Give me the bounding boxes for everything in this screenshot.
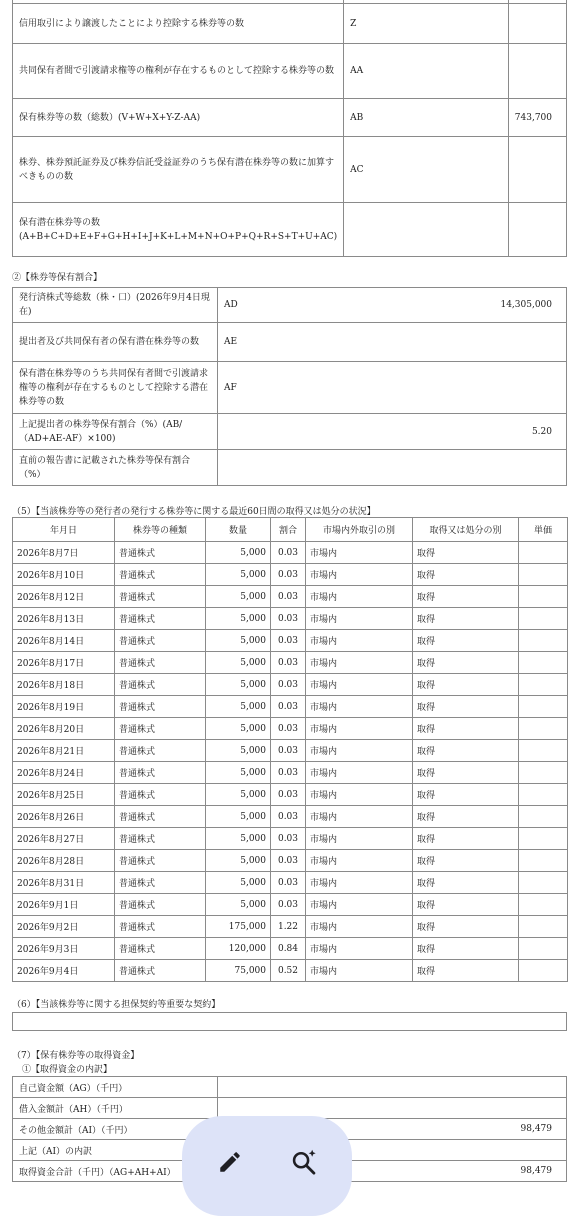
ratio-table	[12, 287, 567, 486]
type-cell: 普通株式	[115, 674, 206, 696]
price-cell	[519, 652, 568, 674]
quantity-cell: 5,000	[206, 784, 271, 806]
ratio-cell: 0.03	[271, 542, 306, 564]
column-header: 数量	[206, 518, 271, 542]
row-label: 共同保有者間で引渡請求権等の権利が存在するものとして控除する株券等の数	[13, 44, 344, 99]
market-cell: 市場内	[306, 564, 413, 586]
market-cell: 市場内	[306, 740, 413, 762]
quantity-cell: 5,000	[206, 740, 271, 762]
date-cell: 2026年9月4日	[13, 960, 115, 982]
table-row	[13, 696, 568, 718]
type-cell: 普通株式	[115, 608, 206, 630]
row-value	[218, 1077, 567, 1098]
row-code	[344, 203, 509, 257]
table-row	[13, 894, 568, 916]
column-header: 年月日	[13, 518, 115, 542]
price-cell	[519, 608, 568, 630]
row-code	[218, 450, 291, 486]
funds-subheading: ①【取得資金の内訳】	[22, 1065, 113, 1075]
quantity-cell: 5,000	[206, 630, 271, 652]
acquisition-cell: 取得	[413, 850, 519, 872]
type-cell: 普通株式	[115, 630, 206, 652]
type-cell: 普通株式	[115, 872, 206, 894]
type-cell: 普通株式	[115, 586, 206, 608]
ratio-cell: 0.03	[271, 564, 306, 586]
type-cell: 普通株式	[115, 740, 206, 762]
row-label: 保有潜在株券等の数(A+B+C+D+E+F+G+H+I+J+K+L+M+N+O+P+Q+R+S+T+U+AC)	[13, 203, 344, 257]
column-header: 株券等の種類	[115, 518, 206, 542]
type-cell: 普通株式	[115, 652, 206, 674]
quantity-cell: 5,000	[206, 652, 271, 674]
price-cell	[519, 784, 568, 806]
market-cell: 市場内	[306, 696, 413, 718]
ratio-cell: 0.03	[271, 652, 306, 674]
ratio-cell: 0.03	[271, 828, 306, 850]
quantity-cell: 5,000	[206, 564, 271, 586]
acquisition-cell: 取得	[413, 916, 519, 938]
quantity-cell: 5,000	[206, 674, 271, 696]
market-cell: 市場内	[306, 652, 413, 674]
date-cell: 2026年8月28日	[13, 850, 115, 872]
price-cell	[519, 938, 568, 960]
table-row	[13, 608, 568, 630]
quantity-cell: 5,000	[206, 608, 271, 630]
holdings-table	[12, 0, 567, 257]
market-cell: 市場内	[306, 762, 413, 784]
row-code: AB	[344, 99, 509, 137]
acquisition-cell: 取得	[413, 630, 519, 652]
row-label: 提出者及び共同保有者の保有潜在株券等の数	[13, 323, 218, 362]
acquisition-cell: 取得	[413, 828, 519, 850]
price-cell	[519, 828, 568, 850]
type-cell: 普通株式	[115, 850, 206, 872]
row-value	[508, 44, 566, 99]
collateral-heading: （6）【当該株券等に関する担保契約等重要な契約】	[12, 1000, 221, 1010]
floating-action-bar	[182, 1116, 352, 1216]
row-label: 自己資金額（AG）（千円）	[13, 1077, 218, 1098]
type-cell: 普通株式	[115, 696, 206, 718]
quantity-cell: 175,000	[206, 916, 271, 938]
date-cell: 2026年8月31日	[13, 872, 115, 894]
date-cell: 2026年8月24日	[13, 762, 115, 784]
price-cell	[519, 916, 568, 938]
quantity-cell: 5,000	[206, 696, 271, 718]
row-code: AE	[218, 323, 291, 362]
market-cell: 市場内	[306, 828, 413, 850]
date-cell: 2026年8月13日	[13, 608, 115, 630]
price-cell	[519, 960, 568, 982]
acquisition-cell: 取得	[413, 894, 519, 916]
ratio-cell: 0.03	[271, 850, 306, 872]
price-cell	[519, 586, 568, 608]
quantity-cell: 5,000	[206, 586, 271, 608]
type-cell: 普通株式	[115, 828, 206, 850]
collateral-box	[12, 1012, 567, 1031]
type-cell: 普通株式	[115, 718, 206, 740]
ratio-cell: 0.84	[271, 938, 306, 960]
acquisition-cell: 取得	[413, 762, 519, 784]
acquisition-cell: 取得	[413, 542, 519, 564]
column-header: 単価	[519, 518, 568, 542]
date-cell: 2026年8月12日	[13, 586, 115, 608]
ratio-cell: 0.03	[271, 806, 306, 828]
row-value	[508, 4, 566, 44]
type-cell: 普通株式	[115, 564, 206, 586]
date-cell: 2026年8月10日	[13, 564, 115, 586]
market-cell: 市場内	[306, 938, 413, 960]
type-cell: 普通株式	[115, 938, 206, 960]
row-value	[290, 362, 567, 414]
price-cell	[519, 806, 568, 828]
table-row	[13, 938, 568, 960]
row-value: 14,305,000	[290, 288, 567, 323]
quantity-cell: 75,000	[206, 960, 271, 982]
date-cell: 2026年8月17日	[13, 652, 115, 674]
date-cell: 2026年8月21日	[13, 740, 115, 762]
acquisition-cell: 取得	[413, 652, 519, 674]
market-cell: 市場内	[306, 960, 413, 982]
row-code: AF	[218, 362, 291, 414]
row-value: 5.20	[290, 414, 567, 450]
acquisition-cell: 取得	[413, 696, 519, 718]
ratio-cell: 0.03	[271, 608, 306, 630]
date-cell: 2026年8月7日	[13, 542, 115, 564]
search-button[interactable]	[284, 1142, 324, 1182]
price-cell	[519, 894, 568, 916]
row-code: AA	[344, 44, 509, 99]
quantity-cell: 5,000	[206, 542, 271, 564]
acquisition-cell: 取得	[413, 564, 519, 586]
table-row	[13, 916, 568, 938]
trades-body	[13, 542, 568, 982]
quantity-cell: 5,000	[206, 762, 271, 784]
table-row	[13, 718, 568, 740]
date-cell: 2026年8月27日	[13, 828, 115, 850]
type-cell: 普通株式	[115, 916, 206, 938]
row-value	[290, 450, 567, 486]
market-cell: 市場内	[306, 542, 413, 564]
type-cell: 普通株式	[115, 960, 206, 982]
acquisition-cell: 取得	[413, 674, 519, 696]
market-cell: 市場内	[306, 586, 413, 608]
edit-button[interactable]	[210, 1142, 250, 1182]
type-cell: 普通株式	[115, 762, 206, 784]
trades-table	[12, 517, 568, 982]
table-row	[13, 630, 568, 652]
date-cell: 2026年9月1日	[13, 894, 115, 916]
table-row	[13, 564, 568, 586]
ratio-heading: ②【株券等保有割合】	[12, 273, 103, 283]
row-code	[218, 414, 291, 450]
price-cell	[519, 850, 568, 872]
table-row	[13, 652, 568, 674]
table-row	[13, 872, 568, 894]
price-cell	[519, 564, 568, 586]
row-value: 98,479	[218, 1119, 567, 1140]
ratio-cell: 0.03	[271, 630, 306, 652]
sparkle-search-icon	[290, 1148, 318, 1176]
type-cell: 普通株式	[115, 894, 206, 916]
quantity-cell: 5,000	[206, 872, 271, 894]
row-label: 上記提出者の株券等保有割合（%）(AB/（AD+AE-AF）×100)	[13, 414, 218, 450]
price-cell	[519, 542, 568, 564]
date-cell: 2026年8月14日	[13, 630, 115, 652]
table-row	[13, 762, 568, 784]
table-row	[13, 740, 568, 762]
row-value	[508, 203, 566, 257]
price-cell	[519, 630, 568, 652]
acquisition-cell: 取得	[413, 740, 519, 762]
quantity-cell: 120,000	[206, 938, 271, 960]
table-row	[13, 806, 568, 828]
table-row	[13, 784, 568, 806]
market-cell: 市場内	[306, 872, 413, 894]
quantity-cell: 5,000	[206, 894, 271, 916]
ratio-cell: 0.03	[271, 784, 306, 806]
row-label: 発行済株式等総数（株・口）(2026年9月4日現在)	[13, 288, 218, 323]
acquisition-cell: 取得	[413, 608, 519, 630]
row-label: 上記（AI）の内訳	[13, 1140, 218, 1161]
acquisition-cell: 取得	[413, 718, 519, 740]
row-label: 信用取引により譲渡したことにより控除する株券等の数	[13, 4, 344, 44]
quantity-cell: 5,000	[206, 718, 271, 740]
market-cell: 市場内	[306, 608, 413, 630]
table-row	[13, 960, 568, 982]
price-cell	[519, 872, 568, 894]
type-cell: 普通株式	[115, 542, 206, 564]
acquisition-cell: 取得	[413, 872, 519, 894]
row-label: 保有株券等の数（総数）(V+W+X+Y-Z-AA)	[13, 99, 344, 137]
ratio-cell: 0.03	[271, 894, 306, 916]
row-label: 直前の報告書に記載された株券等保有割合（%）	[13, 450, 218, 486]
ratio-cell: 0.03	[271, 696, 306, 718]
acquisition-cell: 取得	[413, 960, 519, 982]
acquisition-cell: 取得	[413, 586, 519, 608]
column-header: 割合	[271, 518, 306, 542]
row-code: AD	[218, 288, 291, 323]
ratio-cell: 0.03	[271, 872, 306, 894]
row-label: 取得資金合計（千円）（AG+AH+AI）	[13, 1161, 218, 1182]
market-cell: 市場内	[306, 718, 413, 740]
ratio-cell: 0.03	[271, 762, 306, 784]
market-cell: 市場内	[306, 894, 413, 916]
table-row	[13, 850, 568, 872]
ratio-cell: 0.52	[271, 960, 306, 982]
price-cell	[519, 762, 568, 784]
pencil-icon	[217, 1149, 243, 1175]
row-label: 保有潜在株券等のうち共同保有者間で引渡請求権等の権利が存在するものとして控除する潜在株券等の数	[13, 362, 218, 414]
row-value: 98,479	[218, 1161, 567, 1182]
date-cell: 2026年9月3日	[13, 938, 115, 960]
row-value	[508, 137, 566, 203]
row-value	[290, 323, 567, 362]
market-cell: 市場内	[306, 916, 413, 938]
ratio-cell: 0.03	[271, 740, 306, 762]
price-cell	[519, 674, 568, 696]
market-cell: 市場内	[306, 784, 413, 806]
table-row	[13, 828, 568, 850]
date-cell: 2026年8月19日	[13, 696, 115, 718]
table-row	[13, 674, 568, 696]
type-cell: 普通株式	[115, 806, 206, 828]
market-cell: 市場内	[306, 806, 413, 828]
row-code: AC	[344, 137, 509, 203]
price-cell	[519, 696, 568, 718]
trades-heading: （5）【当該株券等の発行者の発行する株券等に関する最近60日間の取得又は処分の状況】	[12, 507, 376, 517]
acquisition-cell: 取得	[413, 784, 519, 806]
row-code: Z	[344, 4, 509, 44]
date-cell: 2026年8月18日	[13, 674, 115, 696]
acquisition-cell: 取得	[413, 938, 519, 960]
type-cell: 普通株式	[115, 784, 206, 806]
market-cell: 市場内	[306, 630, 413, 652]
market-cell: 市場内	[306, 850, 413, 872]
row-label: 株券、株券預託証券及び株券信託受益証券のうち保有潜在株券等の数に加算すべきものの数	[13, 137, 344, 203]
row-value: 743,700	[508, 99, 566, 137]
acquisition-cell: 取得	[413, 806, 519, 828]
quantity-cell: 5,000	[206, 806, 271, 828]
date-cell: 2026年9月2日	[13, 916, 115, 938]
price-cell	[519, 740, 568, 762]
price-cell	[519, 718, 568, 740]
column-header: 取得又は処分の別	[413, 518, 519, 542]
row-label: 借入金額計（AH）（千円）	[13, 1098, 218, 1119]
market-cell: 市場内	[306, 674, 413, 696]
table-row	[13, 542, 568, 564]
table-row	[13, 586, 568, 608]
ratio-cell: 1.22	[271, 916, 306, 938]
ratio-cell: 0.03	[271, 718, 306, 740]
funds-heading: （7）【保有株券等の取得資金】	[12, 1051, 140, 1061]
ratio-cell: 0.03	[271, 674, 306, 696]
date-cell: 2026年8月25日	[13, 784, 115, 806]
quantity-cell: 5,000	[206, 850, 271, 872]
column-header: 市場内外取引の別	[306, 518, 413, 542]
ratio-cell: 0.03	[271, 586, 306, 608]
date-cell: 2026年8月26日	[13, 806, 115, 828]
date-cell: 2026年8月20日	[13, 718, 115, 740]
row-label: その他金額計（AI）（千円）	[13, 1119, 218, 1140]
quantity-cell: 5,000	[206, 828, 271, 850]
